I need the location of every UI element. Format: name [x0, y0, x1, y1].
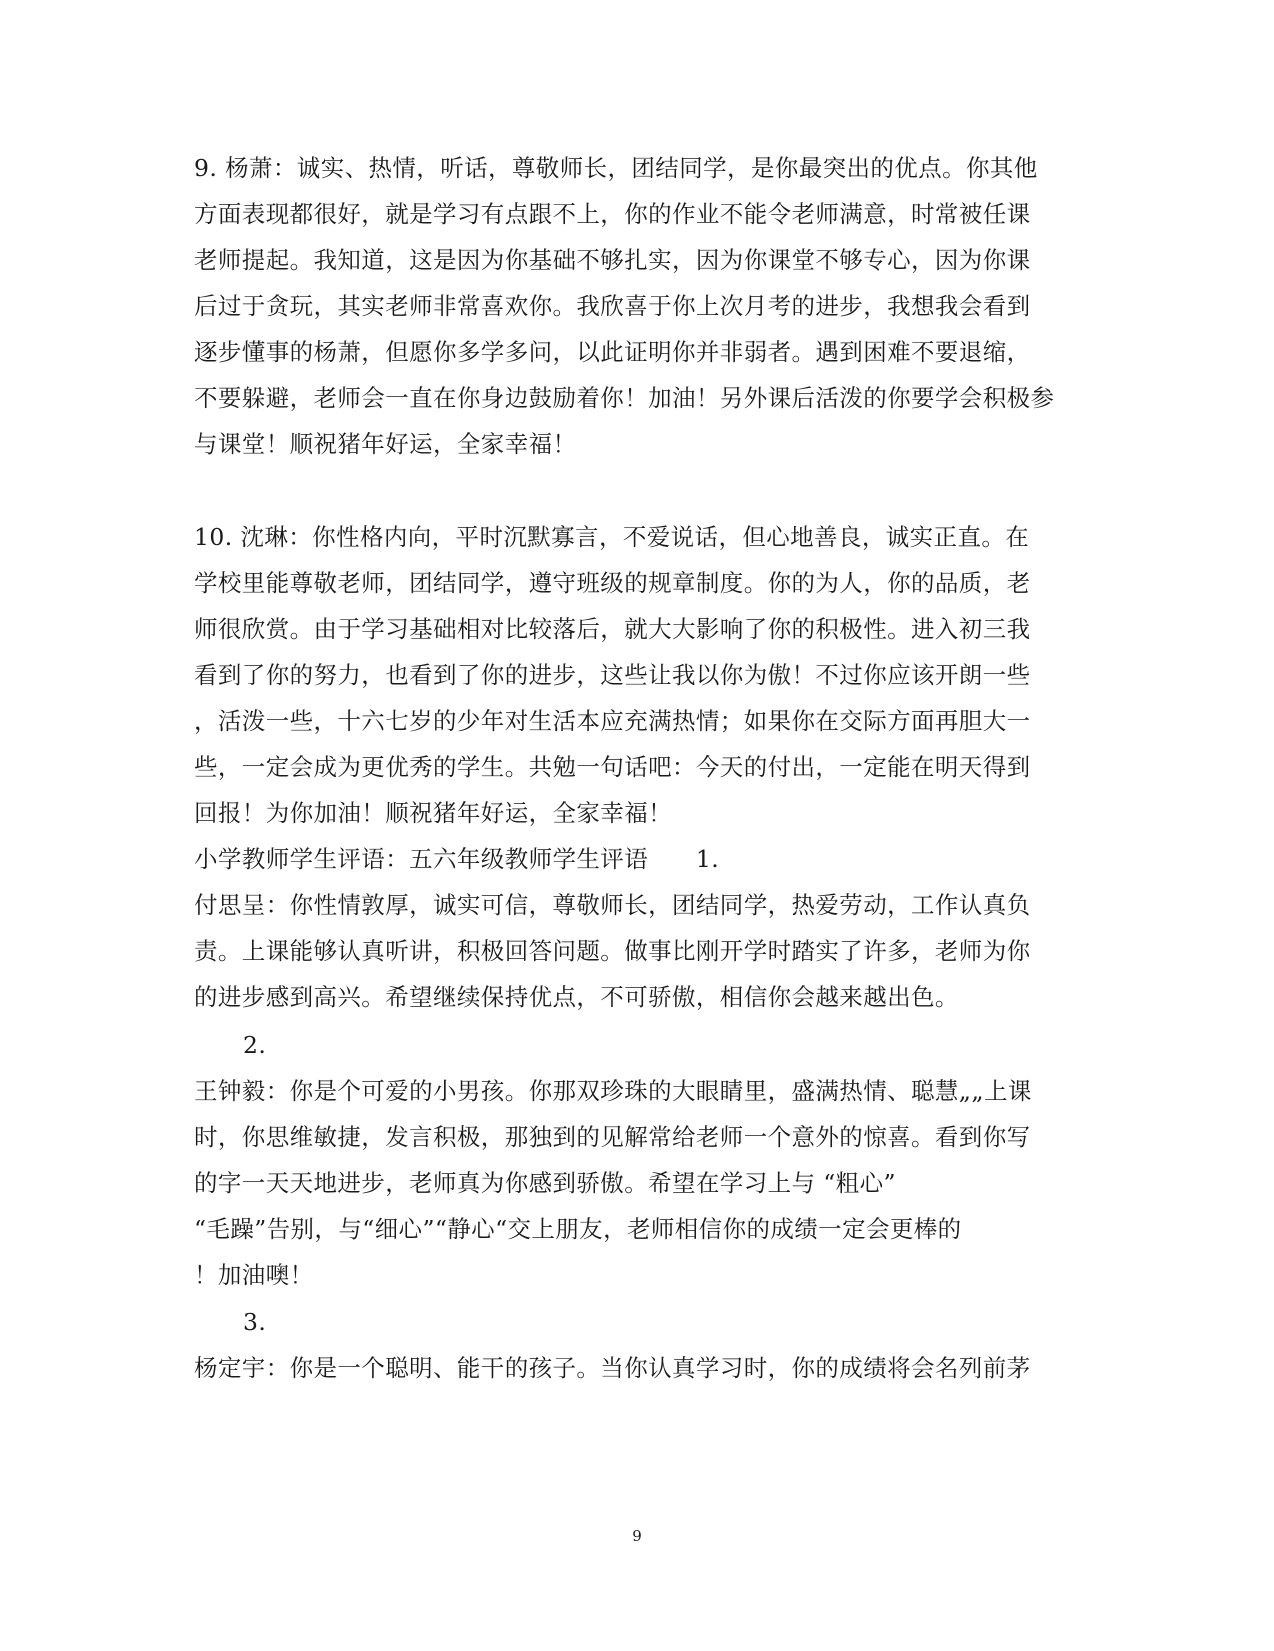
item-number: 3. — [243, 1308, 267, 1336]
text-line: 方面表现都很好，就是学习有点跟不上，你的作业不能令老师满意，时常被任课 — [194, 200, 1031, 228]
text-line: 不要躲避，老师会一直在你身边鼓励着你！加油！另外课后活泼的你要学会积极参 — [194, 384, 1055, 412]
text-line: 逐步懂事的杨萧，但愿你多学多问，以此证明你并非弱者。遇到困难不要退缩， — [194, 338, 1031, 366]
text-line: 的进步感到高兴。希望继续保持优点，不可骄傲，相信你会越来越出色。 — [194, 983, 959, 1011]
text-line: 责。上课能够认真听讲，积极回答问题。做事比刚开学时踏实了许多，老师为你 — [194, 937, 1031, 965]
text-line: 后过于贪玩，其实老师非常喜欢你。我欣喜于你上次月考的进步，我想我会看到 — [194, 292, 1031, 320]
text-line: 与课堂！顺祝猪年好运，全家幸福！ — [194, 430, 577, 458]
text-line: “毛躁”告别，与“细心”“静心“交上朋友，老师相信你的成绩一定会更棒的 — [194, 1215, 962, 1243]
text-line: 时，你思维敏捷，发言积极，那独到的见解常给老师一个意外的惊喜。看到你写 — [194, 1123, 1031, 1151]
text-line: 付思呈：你性情敦厚，诚实可信，尊敬师长，团结同学，热爱劳动，工作认真负 — [194, 891, 1031, 919]
item-number: 2. — [243, 1031, 267, 1059]
text-line: 看到了你的努力，也看到了你的进步，这些让我以你为傲！不过你应该开朗一些 — [194, 661, 1031, 689]
text-line: 9. 杨萧：诚实、热情，听话，尊敬师长，团结同学，是你最突出的优点。你其他 — [194, 154, 1038, 182]
text-line: 些，一定会成为更优秀的学生。共勉一句话吧：今天的付出，一定能在明天得到 — [194, 753, 1031, 781]
text-line: 杨定宇：你是一个聪明、能干的孩子。当你认真学习时，你的成绩将会名列前茅 — [194, 1354, 1031, 1382]
text-line: 回报！为你加油！顺祝猪年好运，全家幸福！ — [194, 799, 672, 827]
text-line: 师很欣赏。由于学习基础相对比较落后，就大大影响了你的积极性。进入初三我 — [194, 615, 1031, 643]
text-line: 10. 沈琳：你性格内向，平时沉默寡言，不爱说话，但心地善良，诚实正直。在 — [194, 523, 1030, 551]
text-line: ，活泼一些，十六七岁的少年对生活本应充满热情；如果你在交际方面再胆大一 — [194, 707, 1031, 735]
text-line: 的字一天天地进步，老师真为你感到骄傲。希望在学习上与 “粗心” — [194, 1169, 896, 1197]
text-line: 老师提起。我知道，这是因为你基础不够扎实，因为你课堂不够专心，因为你课 — [194, 246, 1031, 274]
text-line: 王钟毅：你是个可爱的小男孩。你那双珍珠的大眼睛里，盛满热情、聪慧„„上课 — [194, 1077, 1032, 1105]
text-line: 学校里能尊敬老师，团结同学，遵守班级的规章制度。你的为人，你的品质，老 — [194, 569, 1031, 597]
section-heading: 小学教师学生评语：五六年级教师学生评语 1. — [194, 845, 720, 873]
page-number: 9 — [632, 1527, 642, 1545]
text-line: ！加油噢！ — [194, 1261, 314, 1289]
